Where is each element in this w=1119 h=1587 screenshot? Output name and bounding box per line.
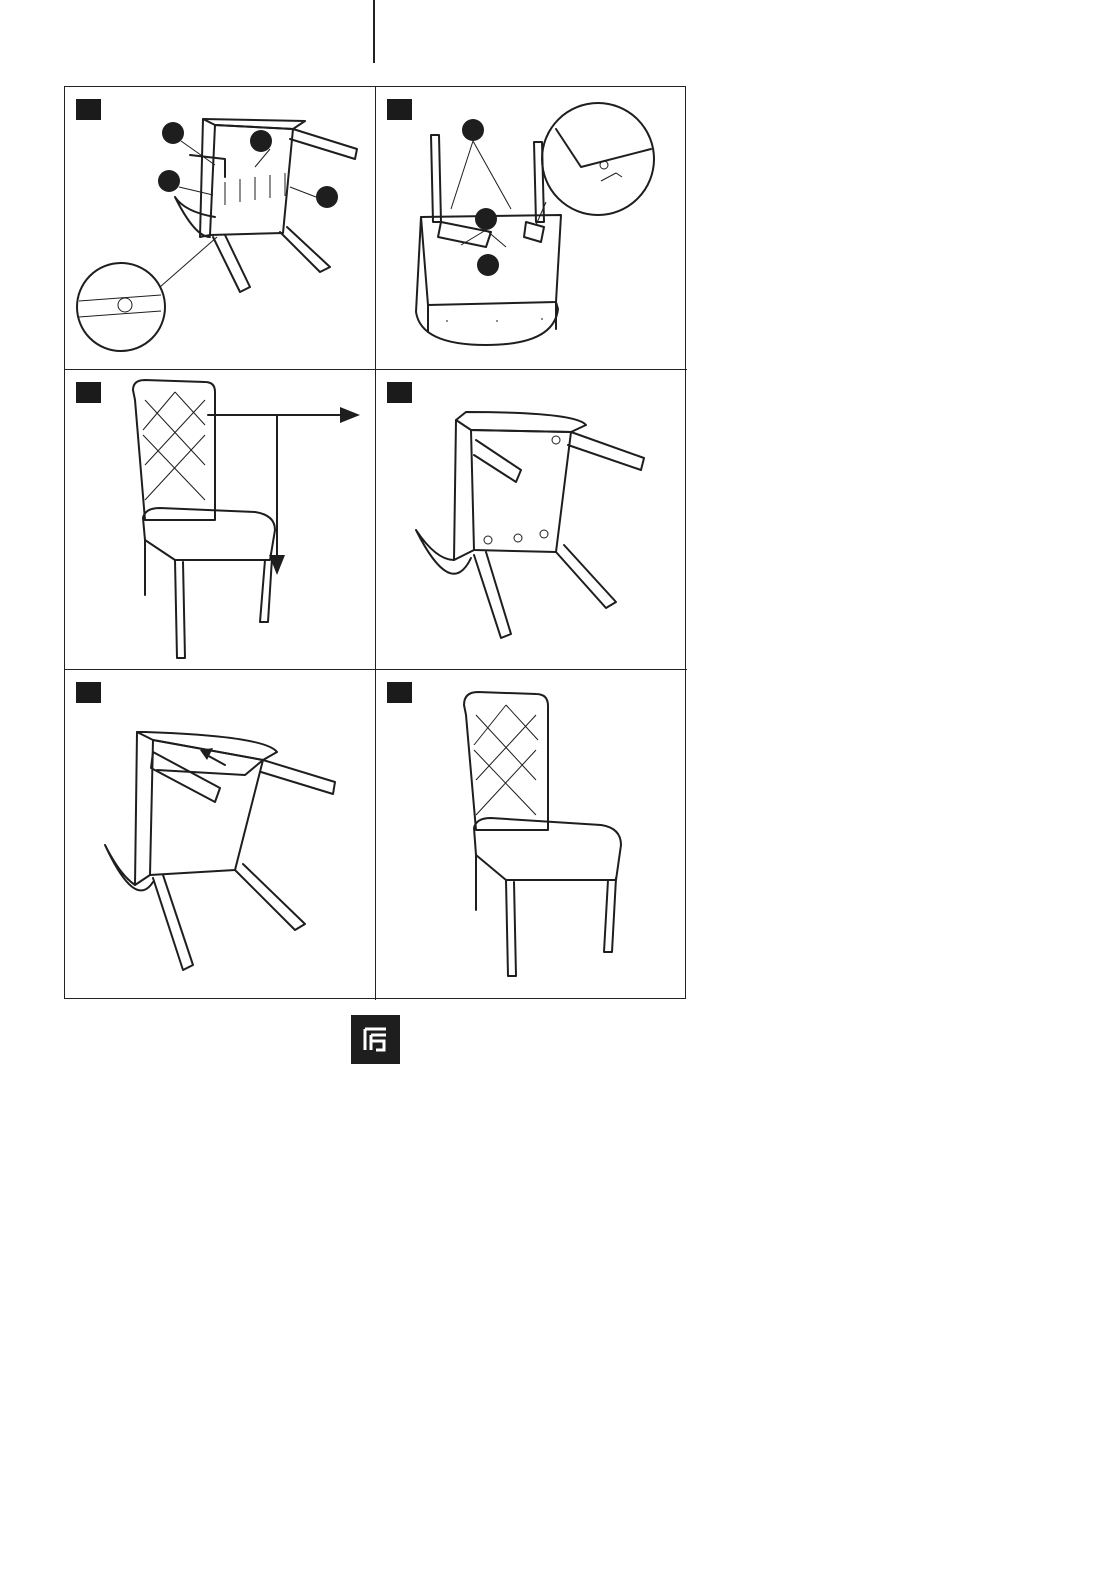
step-1-illustration: [65, 87, 376, 370]
fold-line: [373, 0, 375, 63]
fs-brand-logo: [351, 1015, 400, 1064]
step-panel-6: [376, 670, 687, 1000]
step-panel-1: [65, 87, 376, 370]
step-6-illustration: [376, 670, 687, 1000]
step-panel-5: [65, 670, 376, 1000]
step-3-illustration: [65, 370, 376, 670]
fs-logo-icon: [351, 1015, 400, 1064]
assembly-steps-grid: [64, 86, 686, 999]
step-panel-4: [376, 370, 687, 670]
step-panel-3: [65, 370, 376, 670]
step-5-illustration: [65, 670, 376, 1000]
step-2-illustration: [376, 87, 687, 370]
step-panel-2: [376, 87, 687, 370]
step-4-illustration: [376, 370, 687, 670]
